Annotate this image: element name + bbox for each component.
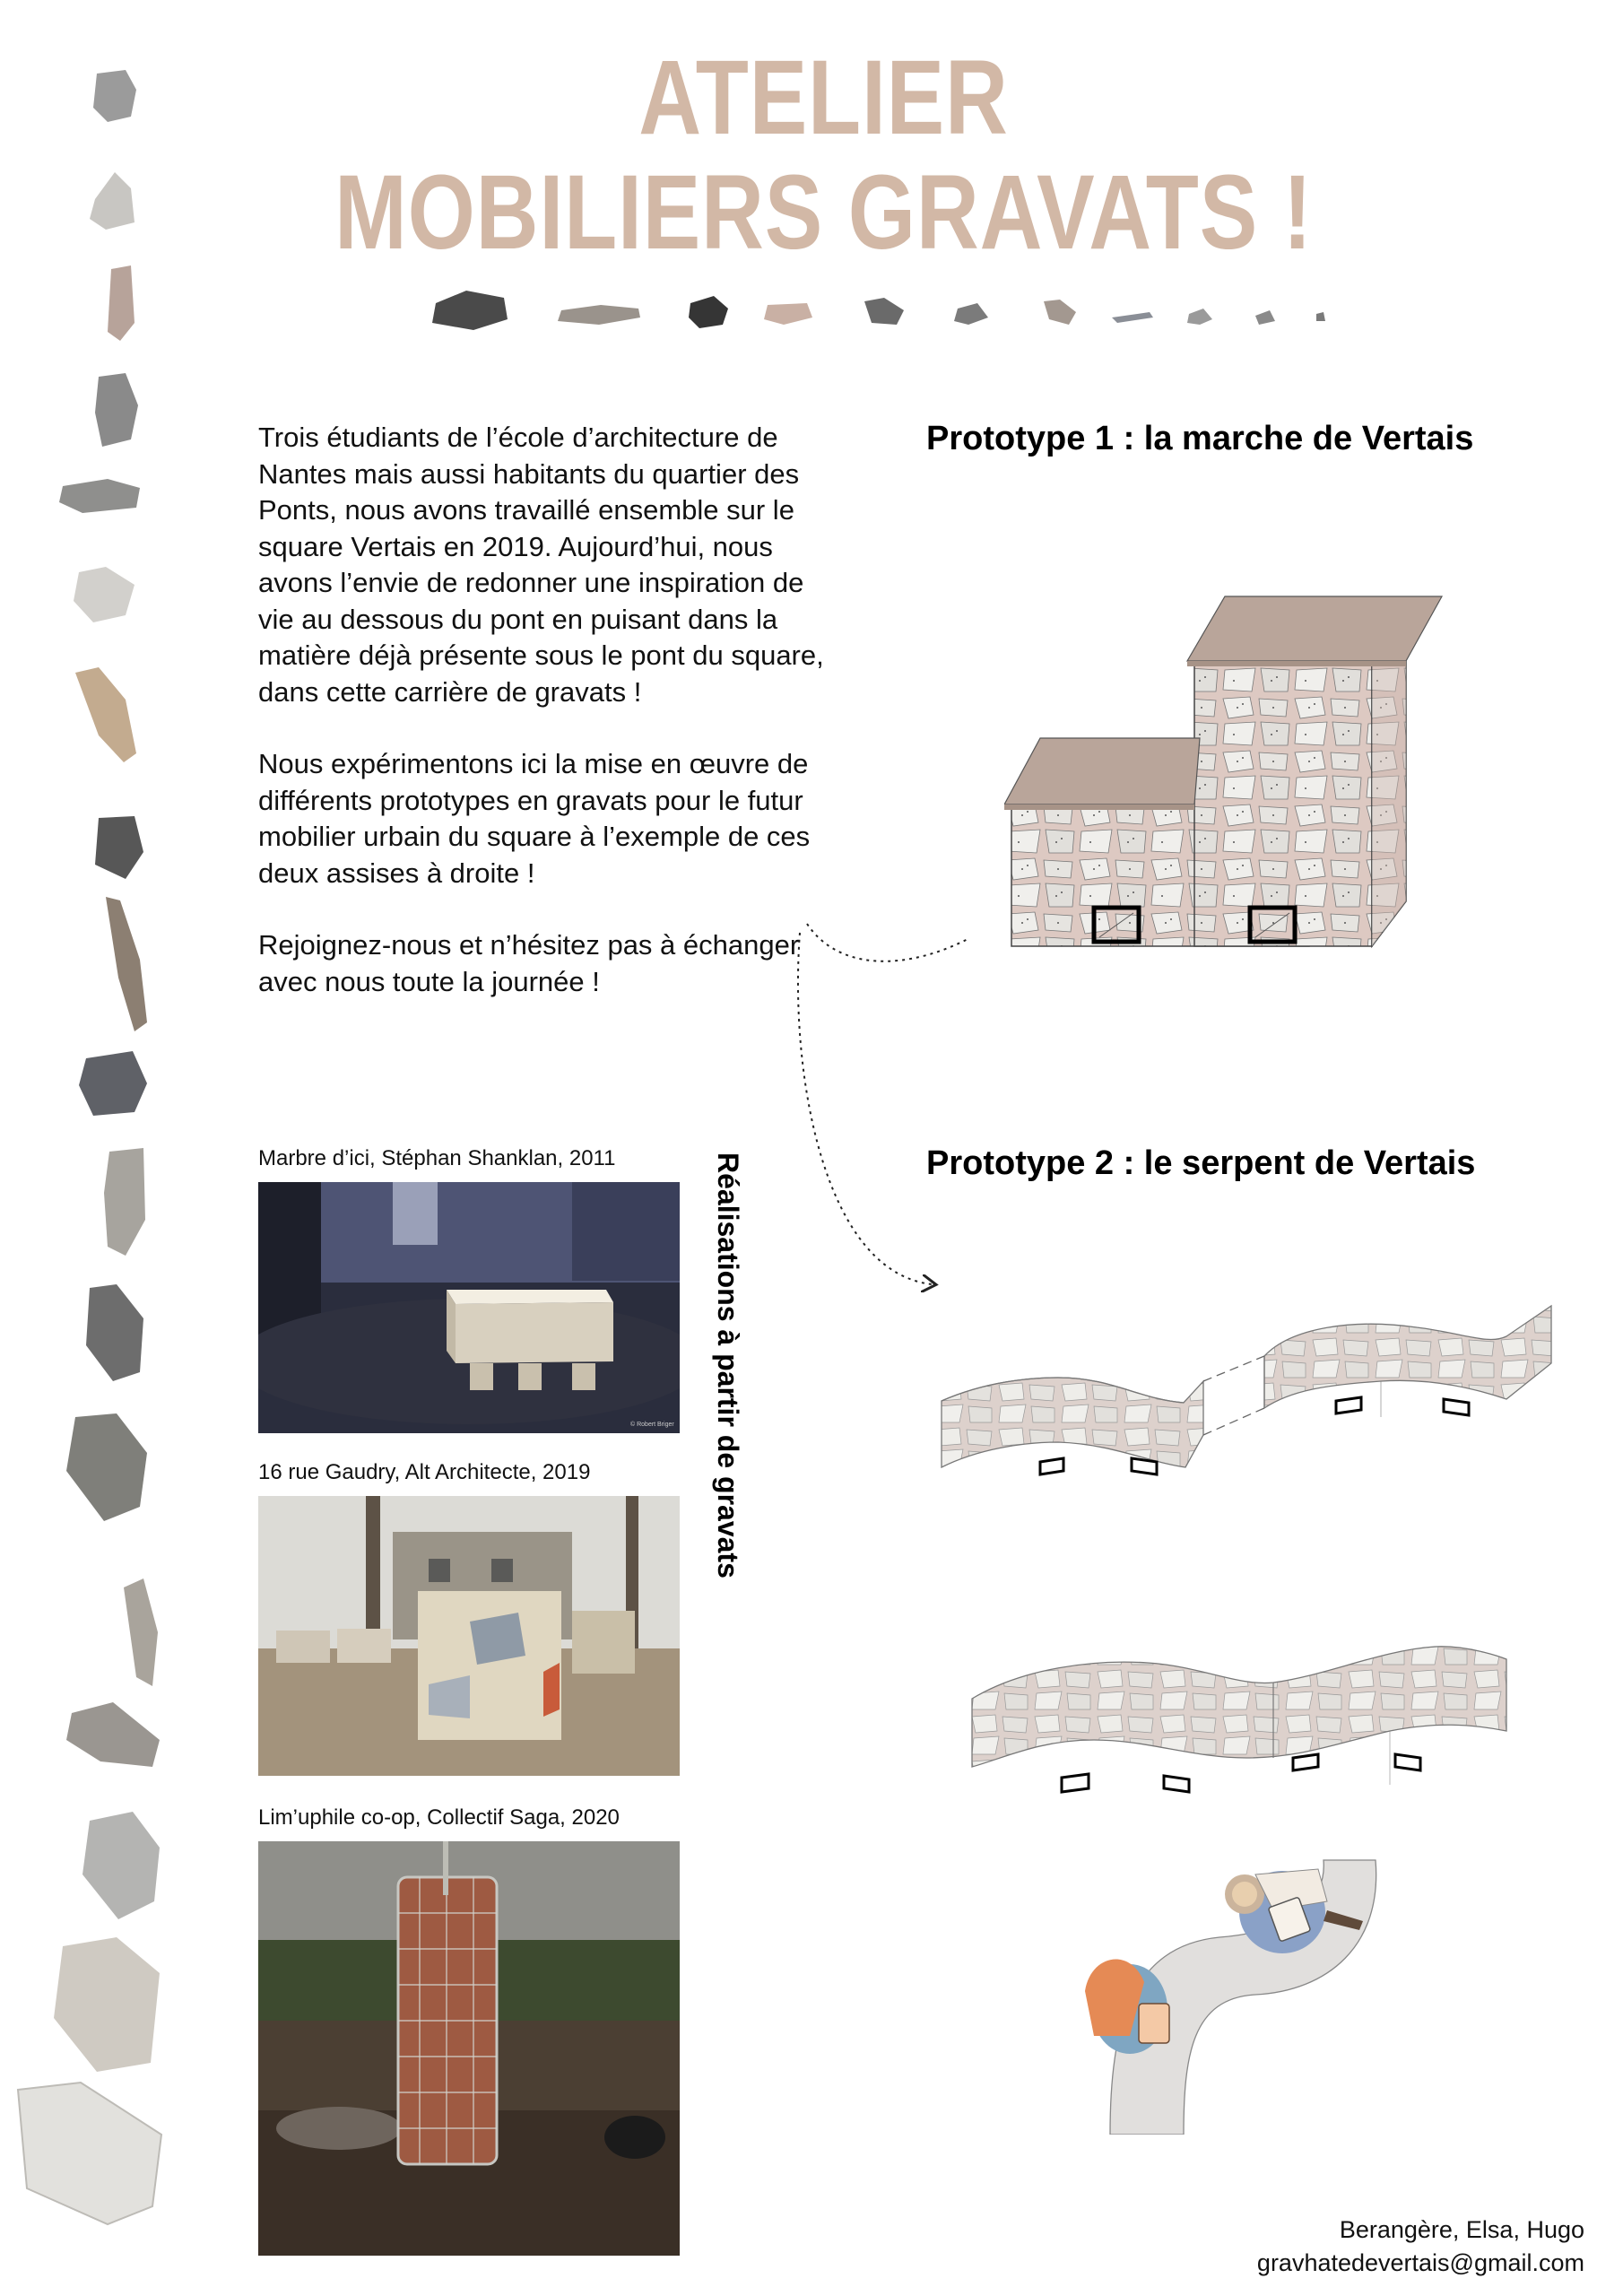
rubble-stones-row: [421, 278, 1336, 341]
intro-paragraph-2: Nous expérimentons ici la mise en œuvre de différents prototypes en gravats pour le futur mobilier urbain du square à l’exemple de ces deux assises à droite !: [258, 748, 811, 889]
prototype-2-exploded-drawing: [933, 1292, 1560, 1525]
intro-paragraph-3: Rejoignez-nous et n’hésitez pas à échanger avec nous toute la journée !: [258, 929, 800, 997]
title-line-2: MOBILIERS GRAVATS !: [334, 153, 1313, 272]
author-names: Berangère, Elsa, Hugo: [1339, 2216, 1584, 2243]
rubble-stones-column: [0, 54, 179, 2251]
title-line-1: ATELIER: [638, 39, 1009, 157]
contact-email[interactable]: gravhatedevertais@gmail.com: [1256, 2249, 1584, 2276]
stone-icon: [18, 70, 161, 2224]
arrow-to-prototype-1: [807, 924, 968, 961]
intro-text: [258, 420, 832, 1036]
realisations-heading: Réalisations à partir de gravats: [712, 1152, 744, 1578]
photo-credit: © Robert Briger: [630, 1422, 674, 1428]
prototype-2-title: Prototype 2 : le serpent de Vertais: [926, 1144, 1476, 1182]
credits: [1257, 2213, 1584, 2280]
photo-limuphile-coop: [258, 1841, 680, 2256]
intro-paragraph-1: Trois étudiants de l’école d’architecture de Nantes mais aussi habitants du quartier des Ponts, nous avons travaillé ensemble sur le square Vertais en 2019. Aujourd’hui, nous avons l’envie de redonner une inspiration de vie au dessous du pont en puisant dans la matière déjà présente sous le pont du square, dans cette carrière de gravats !: [258, 422, 824, 708]
photo-marbre-dici: [258, 1182, 680, 1433]
prototype-1-title: Prototype 1 : la marche de Vertais: [926, 420, 1474, 457]
photo-16-rue-gaudry: [258, 1496, 680, 1776]
connector-arrows: [789, 897, 968, 1318]
prototype-1-drawing: [1004, 587, 1453, 964]
prototype-2-top-view: [1058, 1848, 1453, 2135]
photo-caption-2: 16 rue Gaudry, Alt Architecte, 2019: [258, 1460, 591, 1484]
arrow-to-prototype-2: [798, 933, 933, 1284]
photo-caption-1: Marbre d’ici, Stéphan Shanklan, 2011: [258, 1146, 616, 1170]
prototype-2-assembled-drawing: [968, 1623, 1524, 1830]
stone-icon: [432, 291, 1325, 330]
poster-title: [158, 40, 1488, 270]
photo-caption-3: Lim’uphile co-op, Collectif Saga, 2020: [258, 1805, 620, 1830]
